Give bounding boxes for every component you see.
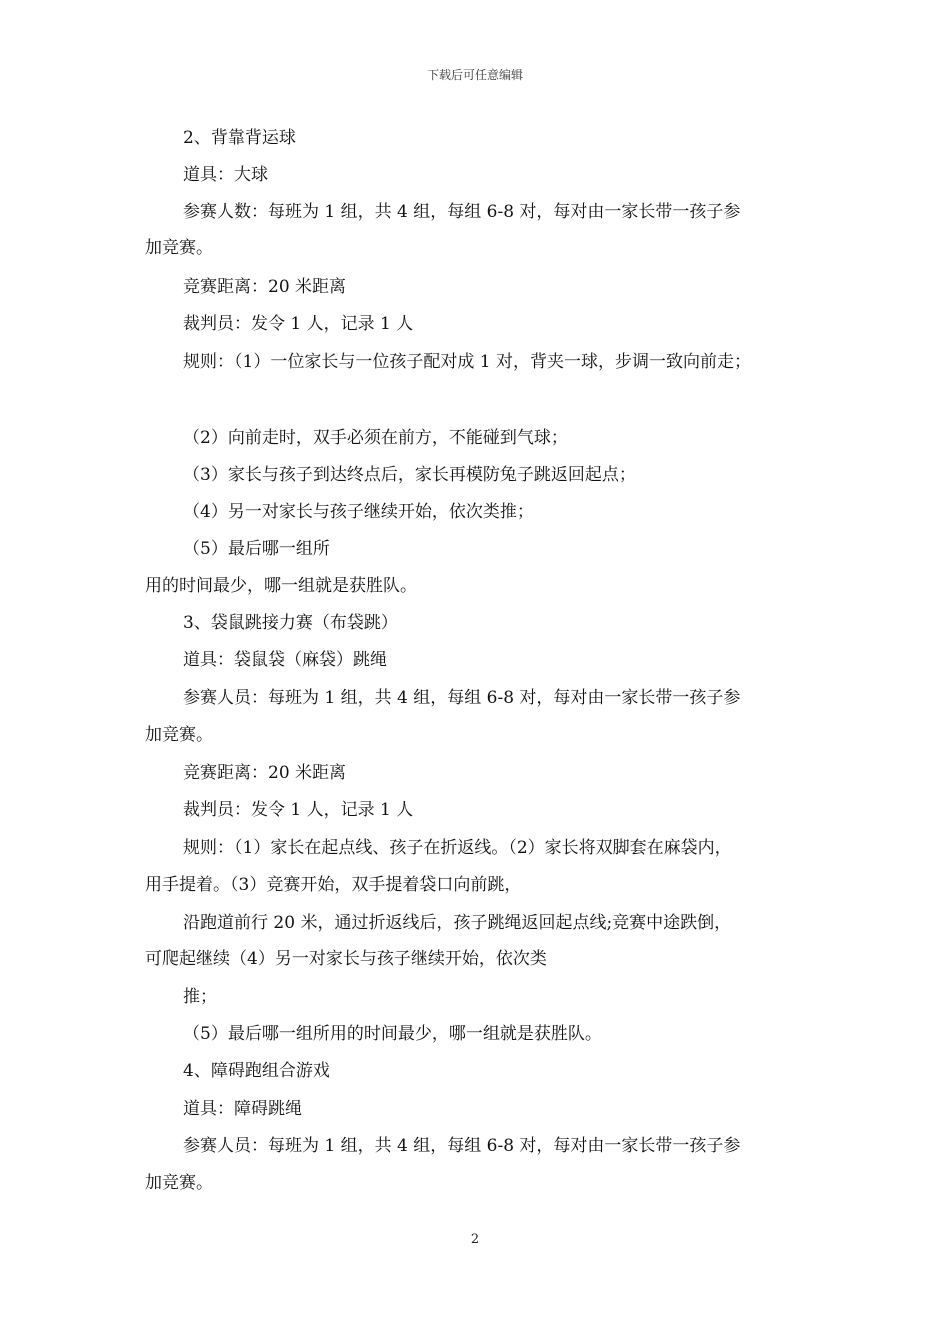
paragraph-line: 竞赛距离：20 米距离: [183, 277, 347, 297]
paragraph-line: （5）最后哪一组所: [183, 539, 330, 559]
paragraph-line: 用的时间最少，哪一组就是获胜队。: [145, 576, 417, 596]
page-number: 2: [470, 1232, 480, 1247]
paragraph-line: 竞赛距离：20 米距离: [183, 763, 347, 783]
paragraph-line: （5）最后哪一组所用的时间最少，哪一组就是获胜队。: [183, 1024, 602, 1044]
paragraph-line: 参赛人数：每班为 1 组，共 4 组，每组 6-8 对，每对由一家长带一孩子参: [183, 202, 741, 222]
paragraph-line: （3）家长与孩子到达终点后，家长再模防兔子跳返回起点；: [183, 465, 636, 485]
paragraph-line: 加竞赛。: [145, 725, 213, 745]
paragraph-line: 裁判员：发令 1 人，记录 1 人: [183, 800, 414, 820]
paragraph-line: 可爬起继续（4）另一对家长与孩子继续开始，依次类: [145, 949, 547, 969]
paragraph-line: 加竞赛。: [145, 1173, 213, 1193]
paragraph-line: 沿跑道前行 20 米，通过折返线后，孩子跳绳返回起点线;竞赛中途跌倒，: [183, 913, 732, 933]
paragraph-line: （4）另一对家长与孩子继续开始，依次类推；: [183, 502, 534, 522]
paragraph-line: 道具：障碍跳绳: [183, 1099, 302, 1119]
paragraph-line: 用手提着。（3）竞赛开始，双手提着袋口向前跳，: [145, 875, 522, 895]
section-heading: 4、障碍跑组合游戏: [183, 1061, 330, 1081]
paragraph-line: 规则：（1）家长在起点线、孩子在折返线。（2）家长将双脚套在麻袋内，: [183, 838, 732, 858]
paragraph-line: 裁判员：发令 1 人，记录 1 人: [183, 314, 414, 334]
paragraph-line: 道具：袋鼠袋（麻袋）跳绳: [183, 650, 387, 670]
paragraph-line: 参赛人员：每班为 1 组，共 4 组，每组 6-8 对，每对由一家长带一孩子参: [183, 1136, 741, 1156]
paragraph-line: 推；: [183, 987, 217, 1007]
section-heading: 2、背靠背运球: [183, 128, 296, 148]
header-note: 下载后可任意编辑: [426, 68, 523, 82]
paragraph-line: 规则：（1）一位家长与一位孩子配对成 1 对，背夹一球，步调一致向前走；: [183, 352, 751, 372]
section-heading: 3、袋鼠跳接力赛（布袋跳）: [183, 613, 398, 633]
paragraph-line: 加竞赛。: [145, 238, 213, 258]
paragraph-line: （2）向前走时，双手必须在前方，不能碰到气球；: [183, 428, 568, 448]
paragraph-line: 道具：大球: [183, 165, 268, 185]
paragraph-line: 参赛人员：每班为 1 组，共 4 组，每组 6-8 对，每对由一家长带一孩子参: [183, 688, 741, 708]
